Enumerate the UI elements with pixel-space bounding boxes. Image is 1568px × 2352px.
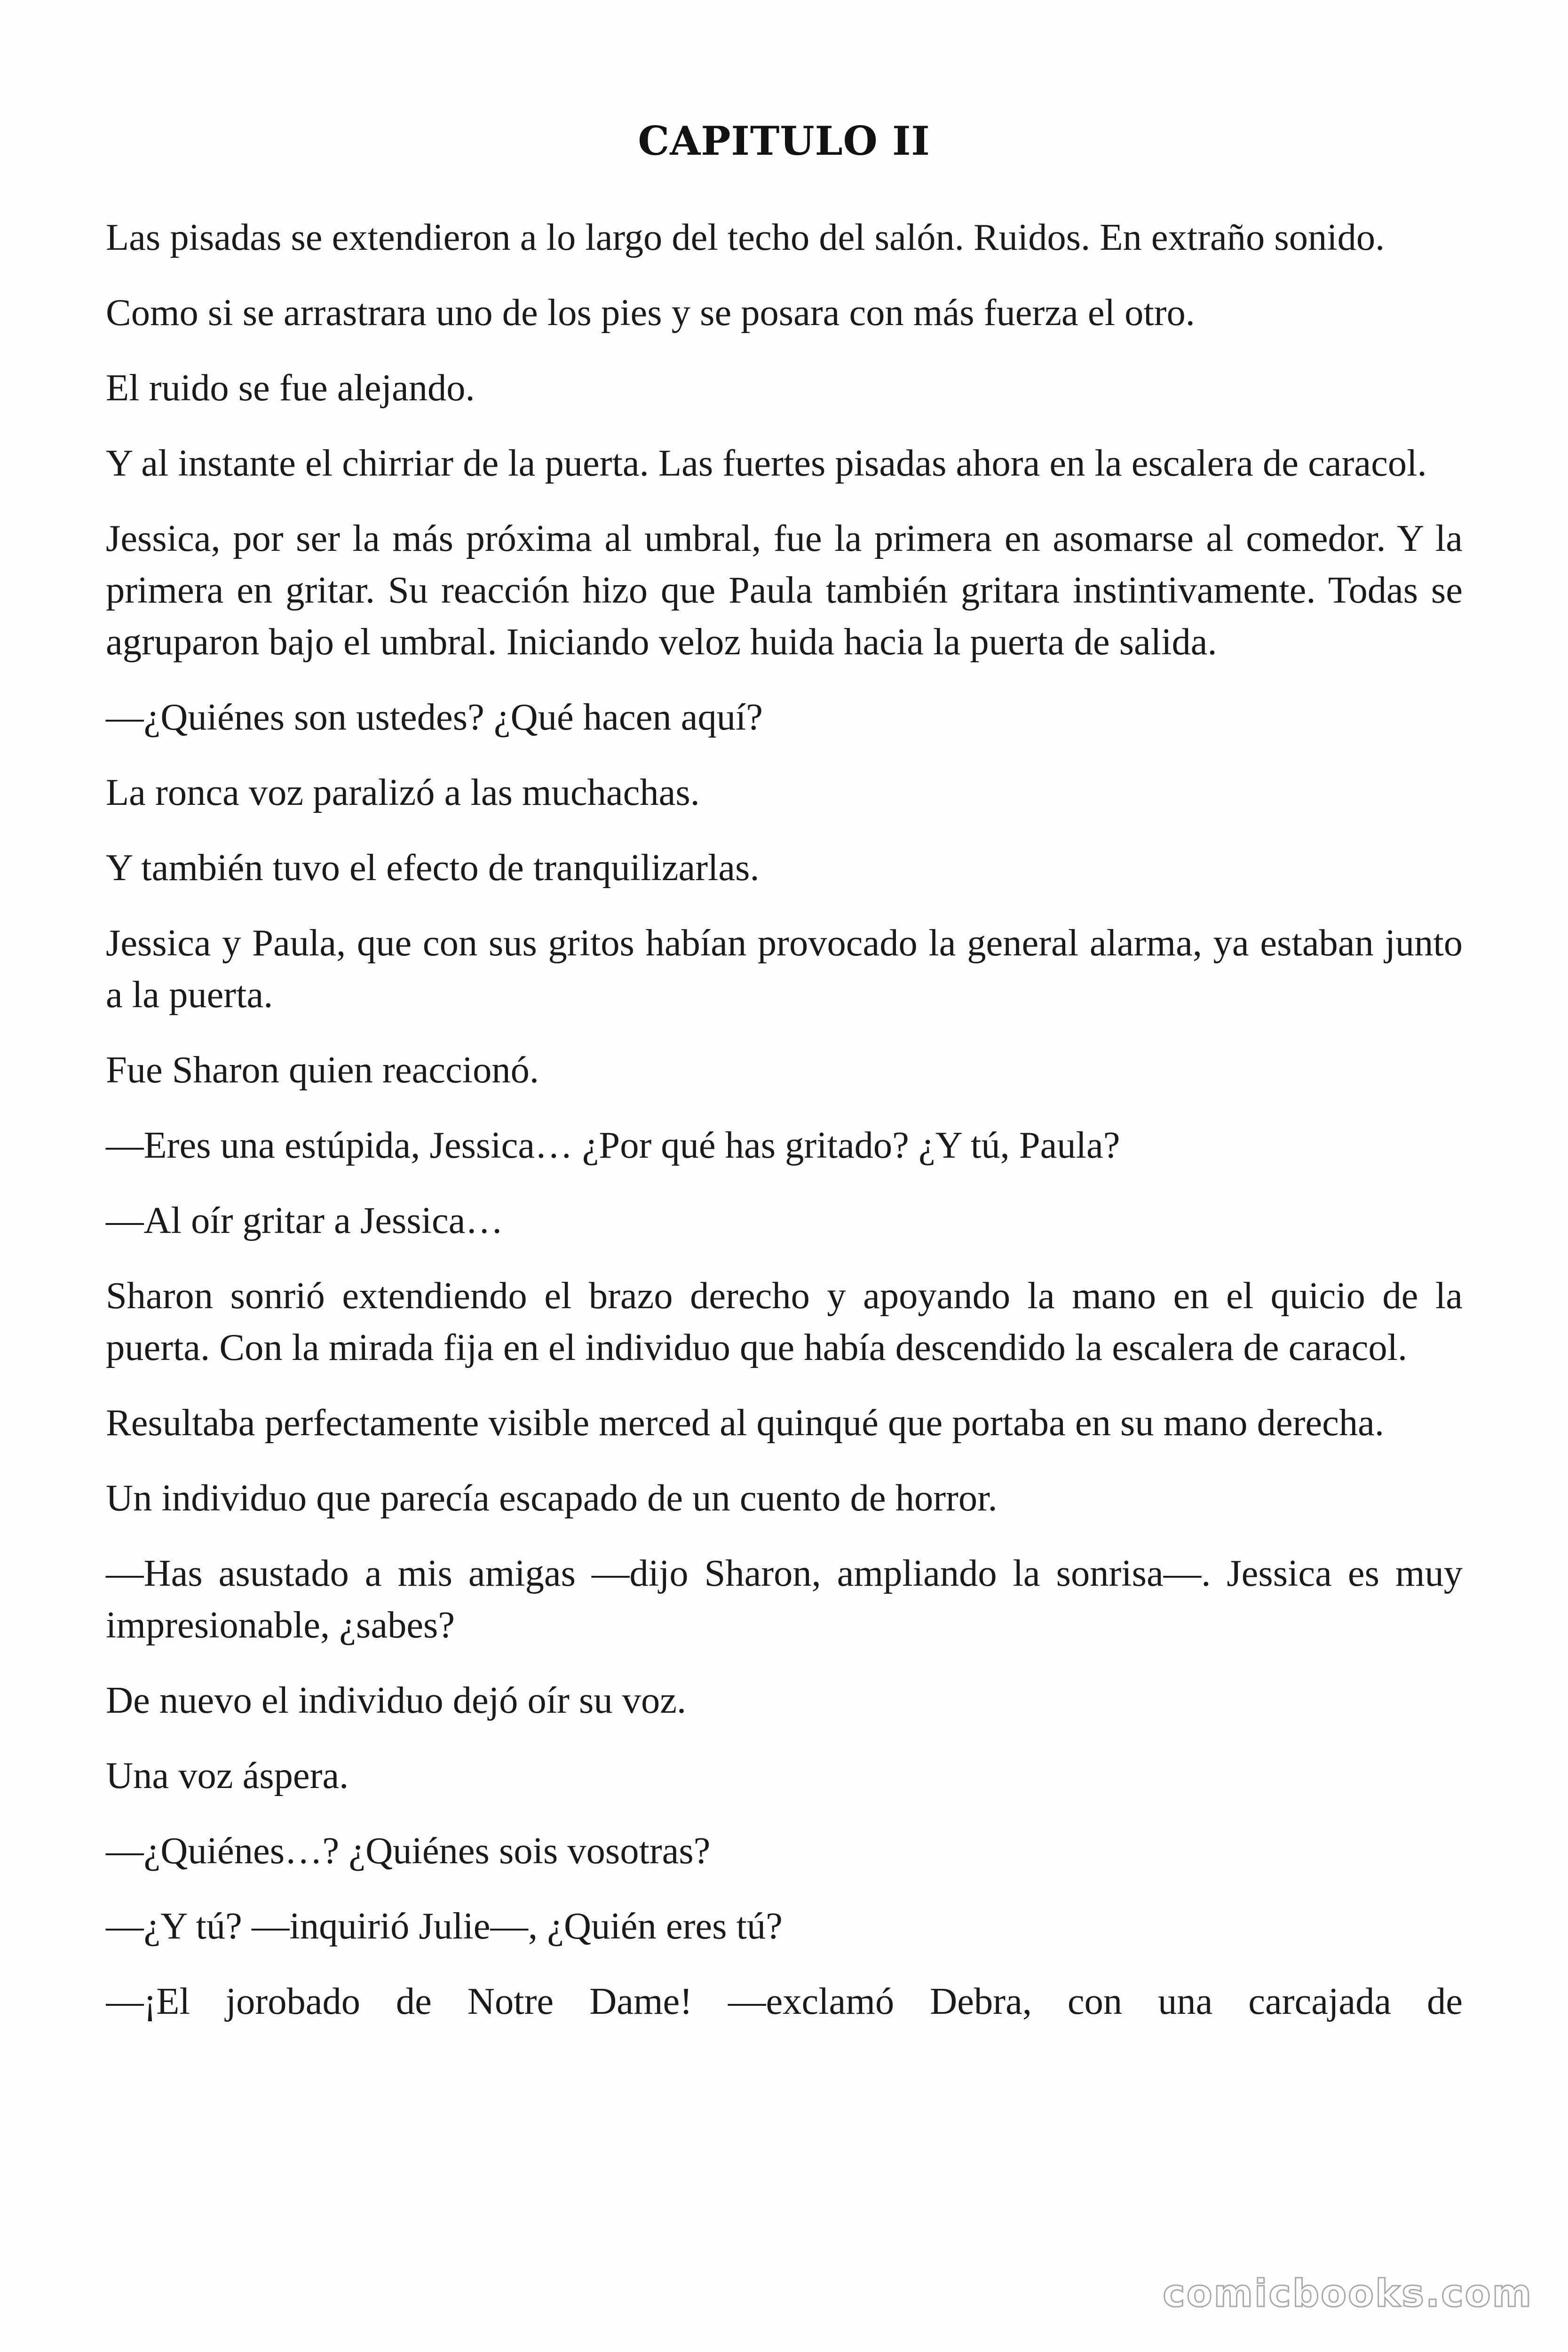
paragraph: La ronca voz paralizó a las muchachas. (106, 771, 700, 813)
dialogue-line: —¿Quiénes son ustedes? ¿Qué hacen aquí? (106, 696, 763, 738)
watermark-logo: comicbooks.com (1163, 2272, 1533, 2315)
paragraph: Jessica, por ser la más próxima al umbral, fue la primera en asomarse al comedor. Y la primera en gritar. Su reacción hizo que Paula también gritara instintivamente. Todas se agruparon bajo el umbral. Iniciando veloz huida hacia la puerta de salida. (106, 517, 1463, 663)
dialogue-line: —¿Y tú? —inquirió Julie—, ¿Quién eres tú? (106, 1905, 783, 1947)
chapter-body (106, 212, 1463, 2027)
paragraph: Como si se arrastrara uno de los pies y se posara con más fuerza el otro. (106, 292, 1195, 334)
chapter-title: CAPITULO II (638, 118, 930, 164)
dialogue-line: —¿Quiénes…? ¿Quiénes sois vosotras? (106, 1830, 711, 1872)
paragraph: Las pisadas se extendieron a lo largo del techo del salón. Ruidos. En extraño sonido. (106, 216, 1385, 258)
paragraph: Y también tuvo el efecto de tranquilizarlas. (106, 847, 760, 889)
paragraph: Resultaba perfectamente visible merced al quinqué que portaba en su mano derecha. (106, 1402, 1384, 1444)
paragraph: Un individuo que parecía escapado de un cuento de horror. (106, 1477, 998, 1519)
paragraph: Y al instante el chirriar de la puerta. Las fuertes pisadas ahora en la escalera de caracol. (106, 442, 1427, 484)
paragraph: El ruido se fue alejando. (106, 367, 475, 409)
dialogue-line: —Eres una estúpida, Jessica… ¿Por qué has gritado? ¿Y tú, Paula? (106, 1124, 1120, 1166)
paragraph: De nuevo el individuo dejó oír su voz. (106, 1679, 687, 1721)
dialogue-line: —¡El jorobado de Notre Dame! —exclamó Debra, con una carcajada de (106, 1980, 1463, 2022)
paragraph: Una voz áspera. (106, 1755, 349, 1796)
paragraph: Sharon sonrió extendiendo el brazo derecho y apoyando la mano en el quicio de la puerta. Con la mirada fija en el individuo que había descendido la escalera de caracol. (106, 1275, 1463, 1368)
dialogue-line: —Al oír gritar a Jessica… (106, 1200, 504, 1241)
dialogue-line: —Has asustado a mis amigas —dijo Sharon, ampliando la sonrisa—. Jessica es muy impresionable, ¿sabes? (106, 1552, 1463, 1646)
paragraph: Fue Sharon quien reaccionó. (106, 1049, 539, 1091)
paragraph: Jessica y Paula, que con sus gritos habían provocado la general alarma, ya estaban junto a la puerta. (106, 922, 1463, 1016)
